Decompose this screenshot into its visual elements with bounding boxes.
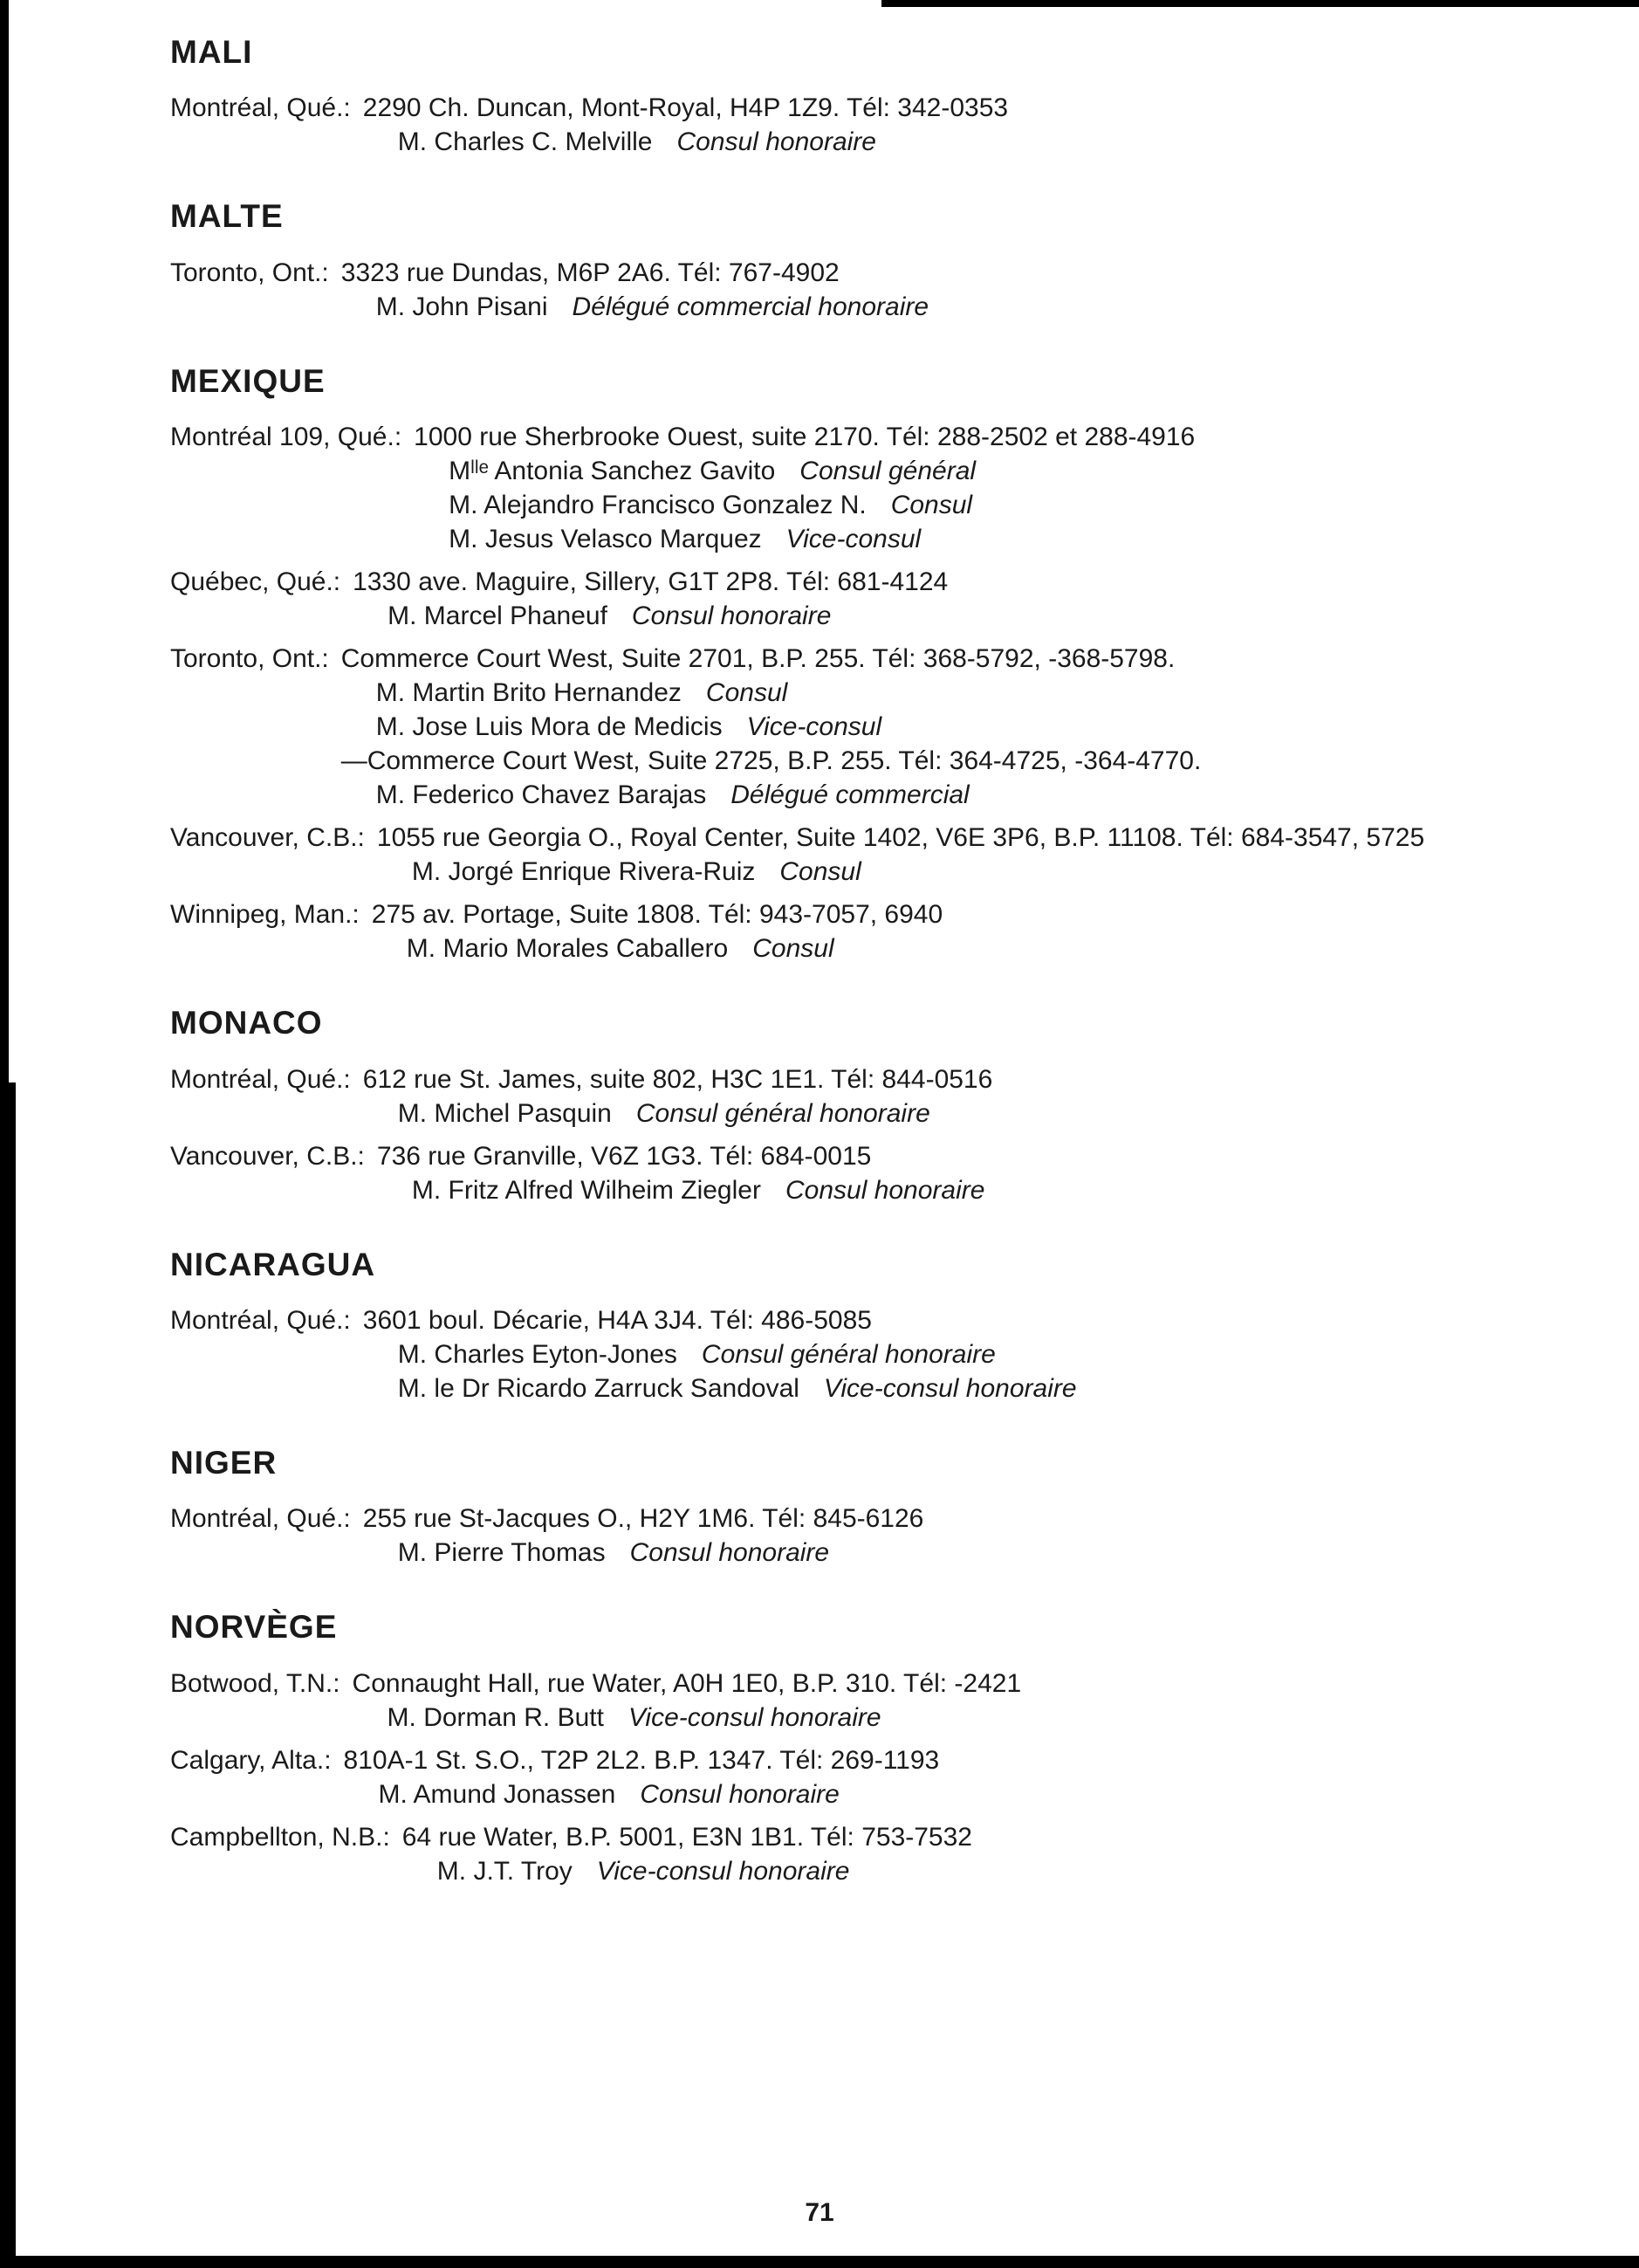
person-name: M. Michel Pasquin bbox=[397, 1098, 612, 1128]
address-line: 275 av. Portage, Suite 1808. Tél: 943-7057, 6940 bbox=[371, 900, 943, 930]
person-row bbox=[341, 290, 1462, 324]
person-name: M. Pierre Thomas bbox=[397, 1538, 606, 1568]
location-details bbox=[344, 1743, 1462, 1811]
address-line: 736 rue Granville, V6Z 1G3. Tél: 684-0015 bbox=[376, 1141, 872, 1171]
location-entry bbox=[170, 420, 1462, 556]
person-row bbox=[402, 1854, 1462, 1888]
person-title: Délégué commercial bbox=[730, 780, 970, 810]
scan-edge-bottom bbox=[0, 2256, 1639, 2268]
person-row bbox=[341, 710, 1462, 744]
location-entry bbox=[170, 1303, 1462, 1405]
country-name: NIGER bbox=[170, 1444, 278, 1481]
person-row bbox=[363, 125, 1462, 159]
person-title: Consul honoraire bbox=[676, 127, 876, 157]
address-line: 1330 ave. Maguire, Sillery, G1T 2P8. Tél: 681-4124 bbox=[353, 567, 949, 597]
country-name: NORVÈGE bbox=[170, 1609, 338, 1646]
person-name: M. Jorgé Enrique Rivera-Ruiz bbox=[411, 857, 756, 887]
city-label: Montréal, Qué.: bbox=[170, 1064, 351, 1094]
city-label: Calgary, Alta.: bbox=[170, 1745, 332, 1775]
person-name: M. Amund Jonassen bbox=[378, 1779, 616, 1809]
person-title: Consul général honoraire bbox=[635, 1098, 930, 1128]
address-line: 1055 rue Georgia O., Royal Center, Suite 1402, V6E 3P6, B.P. 11108. Tél: 684-3547, 5725 bbox=[376, 823, 1425, 853]
location-entry bbox=[170, 897, 1462, 966]
directory-listing bbox=[170, 33, 1462, 1897]
location-entry bbox=[170, 91, 1462, 159]
person-title: Consul honoraire bbox=[629, 1538, 830, 1568]
address-line: Commerce Court West, Suite 2701, B.P. 255. Tél: 368-5792, -368-5798. bbox=[340, 644, 1176, 674]
person-title: Consul honoraire bbox=[640, 1779, 840, 1809]
country-section bbox=[170, 362, 1462, 966]
person-name: M. Mario Morales Caballero bbox=[406, 934, 729, 964]
person-row bbox=[372, 931, 1462, 966]
location-details bbox=[363, 1062, 1462, 1131]
address-line: 2290 Ch. Duncan, Mont-Royal, H4P 1Z9. Tél: 342-0353 bbox=[362, 93, 1009, 123]
location-entry bbox=[170, 1062, 1462, 1131]
person-title: Vice-consul bbox=[785, 525, 922, 554]
country-section bbox=[170, 1246, 1462, 1405]
location-details bbox=[363, 1303, 1462, 1405]
person-row bbox=[341, 676, 1462, 710]
address-line: 3601 boul. Décarie, H4A 3J4. Tél: 486-5085 bbox=[362, 1305, 872, 1335]
person-row bbox=[363, 1096, 1462, 1131]
location-details bbox=[377, 821, 1462, 889]
country-name: MEXIQUE bbox=[170, 362, 326, 399]
person-row bbox=[377, 855, 1462, 889]
person-name: Mˡˡᵉ Antonia Sanchez Gavito bbox=[449, 457, 776, 486]
address-line: 3323 rue Dundas, M6P 2A6. Tél: 767-4902 bbox=[340, 258, 840, 287]
person-name: M. le Dr Ricardo Zarruck Sandoval bbox=[397, 1373, 799, 1403]
address-line: 64 rue Water, B.P. 5001, E3N 1B1. Tél: 753-7532 bbox=[401, 1822, 972, 1852]
person-row bbox=[414, 488, 1462, 522]
scan-edge-top bbox=[881, 0, 1639, 7]
country-name: MALTE bbox=[170, 198, 284, 235]
location-entry bbox=[170, 1743, 1462, 1811]
city-label: Montréal, Qué.: bbox=[170, 1305, 351, 1335]
person-name: M. Federico Chavez Barajas bbox=[375, 780, 707, 810]
city-label: Toronto, Ont.: bbox=[170, 258, 329, 287]
location-details bbox=[402, 1820, 1462, 1888]
country-section bbox=[170, 1004, 1462, 1206]
location-entry bbox=[170, 1667, 1462, 1735]
person-title: Consul général honoraire bbox=[701, 1339, 996, 1369]
address-line: 612 rue St. James, suite 802, H3C 1E1. Tél: 844-0516 bbox=[362, 1064, 993, 1094]
person-row bbox=[341, 778, 1462, 812]
location-entry bbox=[170, 642, 1462, 812]
person-row bbox=[344, 1777, 1462, 1811]
city-label: Campbellton, N.B.: bbox=[170, 1822, 390, 1852]
person-title: Vice-consul honoraire bbox=[596, 1856, 850, 1886]
country-section bbox=[170, 197, 1462, 323]
country-name: NICARAGUA bbox=[170, 1246, 376, 1282]
person-row bbox=[353, 1701, 1462, 1735]
city-label: Montréal, Qué.: bbox=[170, 1504, 351, 1534]
person-name: M. Jose Luis Mora de Medicis bbox=[375, 712, 723, 742]
city-label: Vancouver, C.B.: bbox=[170, 823, 365, 853]
person-name: M. Alejandro Francisco Gonzalez N. bbox=[449, 491, 867, 520]
address-line: Connaught Hall, rue Water, A0H 1E0, B.P. 310. Tél: -2421 bbox=[352, 1668, 1022, 1698]
location-details bbox=[353, 1667, 1462, 1735]
location-details bbox=[414, 420, 1462, 556]
person-row bbox=[363, 1371, 1462, 1405]
person-title: Délégué commercial honoraire bbox=[572, 292, 929, 321]
person-row bbox=[353, 599, 1462, 633]
country-name: MONACO bbox=[170, 1005, 323, 1041]
person-row bbox=[414, 522, 1462, 556]
address-line: 255 rue St-Jacques O., H2Y 1M6. Tél: 845-6126 bbox=[362, 1504, 924, 1534]
person-name: M. Jesus Velasco Marquez bbox=[449, 525, 762, 554]
person-title: Consul bbox=[752, 934, 834, 964]
person-title: Consul bbox=[779, 857, 861, 887]
location-details bbox=[363, 91, 1462, 159]
location-entry bbox=[170, 1820, 1462, 1888]
person-title: Consul bbox=[890, 491, 973, 520]
country-section bbox=[170, 33, 1462, 159]
person-title: Vice-consul honoraire bbox=[823, 1373, 1077, 1403]
address-line: 1000 rue Sherbrooke Ouest, suite 2170. Tél: 288-2502 et 288-4916 bbox=[414, 423, 1196, 452]
person-name: M. Fritz Alfred Wilheim Ziegler bbox=[411, 1175, 761, 1205]
country-name: MALI bbox=[170, 34, 253, 70]
location-details bbox=[353, 565, 1462, 633]
person-row bbox=[377, 1173, 1462, 1207]
country-section bbox=[170, 1608, 1462, 1887]
person-name: M. Charles C. Melville bbox=[397, 127, 653, 157]
city-label: Montréal 109, Qué.: bbox=[170, 423, 402, 452]
location-entry bbox=[170, 1502, 1462, 1570]
location-entry bbox=[170, 1139, 1462, 1207]
page-number: 71 bbox=[805, 2198, 834, 2227]
person-title: Consul honoraire bbox=[785, 1175, 985, 1205]
location-entry bbox=[170, 821, 1462, 889]
location-entry bbox=[170, 565, 1462, 633]
person-row bbox=[414, 454, 1462, 488]
location-details bbox=[377, 1139, 1462, 1207]
person-name: M. Martin Brito Hernandez bbox=[375, 678, 682, 708]
location-details bbox=[341, 642, 1462, 812]
person-name: M. Charles Eyton-Jones bbox=[397, 1339, 677, 1369]
city-label: Québec, Qué.: bbox=[170, 567, 341, 597]
city-label: Montréal, Qué.: bbox=[170, 93, 351, 123]
person-name: M. Dorman R. Butt bbox=[387, 1702, 604, 1732]
person-name: M. John Pisani bbox=[375, 292, 548, 321]
person-title: Consul honoraire bbox=[631, 601, 832, 631]
person-title: Vice-consul honoraire bbox=[627, 1702, 881, 1732]
person-name: M. Marcel Phaneuf bbox=[387, 601, 607, 631]
location-details bbox=[363, 1502, 1462, 1570]
city-label: Botwood, T.N.: bbox=[170, 1668, 340, 1698]
address-line: 810A-1 St. S.O., T2P 2L2. B.P. 1347. Tél: 269-1193 bbox=[343, 1745, 940, 1775]
scan-edge-left-lower bbox=[0, 1082, 16, 2268]
city-label: Winnipeg, Man.: bbox=[170, 900, 360, 930]
person-title: Consul bbox=[705, 678, 788, 708]
country-section bbox=[170, 1444, 1462, 1570]
location-details bbox=[372, 897, 1462, 966]
person-row bbox=[363, 1337, 1462, 1371]
person-row bbox=[363, 1536, 1462, 1570]
city-label: Vancouver, C.B.: bbox=[170, 1141, 365, 1171]
scan-edge-left bbox=[0, 0, 9, 1082]
person-title: Vice-consul bbox=[746, 712, 882, 742]
person-title: Consul général bbox=[799, 457, 977, 486]
location-entry bbox=[170, 256, 1462, 324]
person-name: M. J.T. Troy bbox=[436, 1856, 573, 1886]
city-label: Toronto, Ont.: bbox=[170, 644, 329, 674]
address-line-secondary: —Commerce Court West, Suite 2725, B.P. 255. Tél: 364-4725, -364-4770. bbox=[340, 746, 1202, 776]
location-details bbox=[341, 256, 1462, 324]
